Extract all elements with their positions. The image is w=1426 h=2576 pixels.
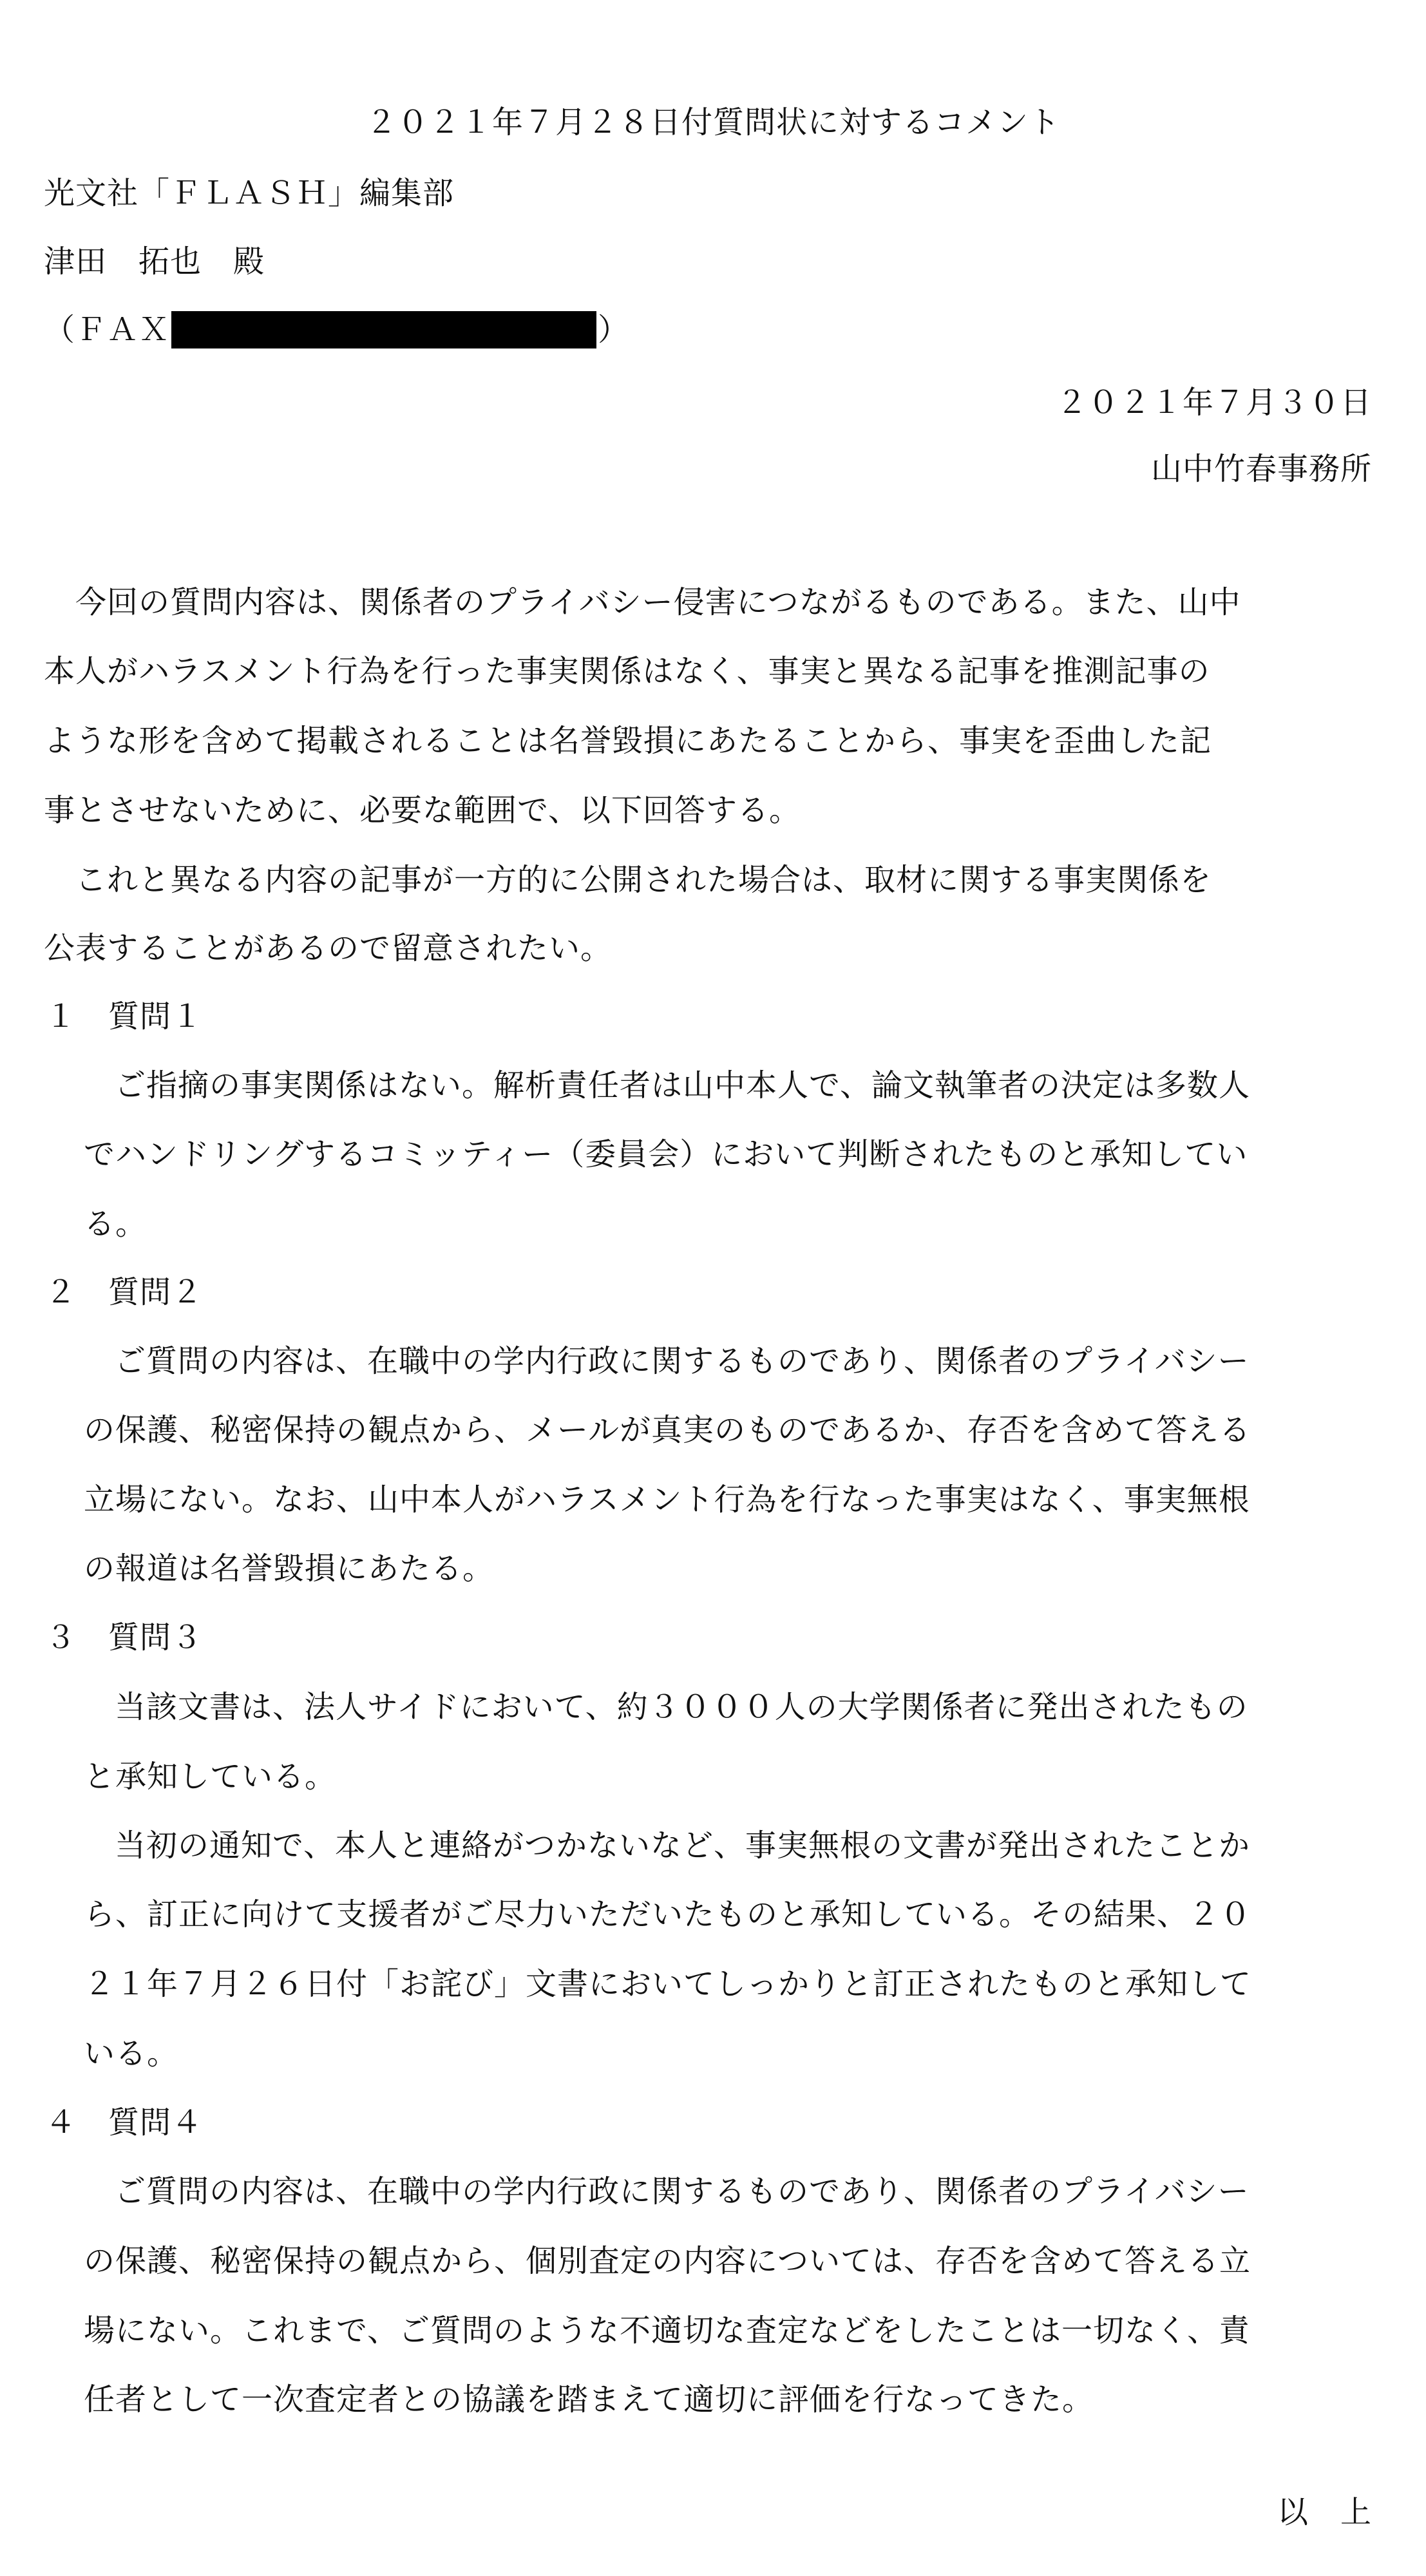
recipient-organization: 光文社「ＦＬＡＳＨ」編集部 <box>44 175 455 211</box>
answer-line: 当初の通知で、本人と連絡がつかないなど、事実無根の文書が発出されたことか <box>115 1827 1251 1864</box>
answer-line: ご質問の内容は、在職中の学内行政に関するものであり、関係者のプライバシー <box>115 2173 1250 2209</box>
answer-line: の報道は名誉毀損にあたる。 <box>84 1550 495 1587</box>
intro-line: 今回の質問内容は、関係者のプライバシー侵害につながるものである。また、山中 <box>44 584 1241 620</box>
closing-mark: 以 上 <box>1277 2494 1372 2530</box>
document-date: ２０２１年７月３０日 <box>1056 385 1372 421</box>
answer-line: の保護、秘密保持の観点から、メールが真実のものであるか、存否を含めて答える <box>84 1412 1251 1448</box>
fax-line <box>44 310 629 351</box>
recipient-name: 津田 拓也 殿 <box>44 243 265 280</box>
question-heading-3: ３ 質問３ <box>45 1619 204 1655</box>
answer-line: 立場にない。なお、山中本人がハラスメント行為を行なった事実はなく、事実無根 <box>84 1482 1250 1518</box>
answer-line: る。 <box>84 1206 147 1242</box>
answer-line: ２１年７月２６日付「お詫び」文書においてしっかりと訂正されたものと承知して <box>84 1966 1252 2002</box>
fax-label: （ＦＡＸ <box>44 312 171 348</box>
answer-line: の保護、秘密保持の観点から、個別査定の内容については、存否を含めて答える立 <box>84 2243 1251 2279</box>
redaction-bar <box>171 311 596 348</box>
intro-line: これと異なる内容の記事が一方的に公開された場合は、取材に関する事実関係を <box>44 862 1212 898</box>
intro-line: ような形を含めて掲載されることは名誉毀損にあたることから、事実を歪曲した記 <box>44 723 1212 759</box>
document-title: ２０２１年７月２８日付質問状に対するコメント <box>365 104 1060 140</box>
answer-line: ら、訂正に向けて支援者がご尽力いただいたものと承知している。その結果、２０ <box>84 1896 1252 1932</box>
intro-line: 事とさせないために、必要な範囲で、以下回答する。 <box>44 792 801 828</box>
answer-line: と承知している。 <box>84 1759 337 1795</box>
answer-line: 場にない。これまで、ご質問のような不適切な査定などをしたことは一切なく、責 <box>84 2313 1251 2349</box>
answer-line: 当該文書は、法人サイドにおいて、約３０００人の大学関係者に発出されたもの <box>115 1689 1248 1725</box>
fax-close-paren: ） <box>598 312 630 348</box>
answer-line: でハンドリングするコミッティー（委員会）において判断されたものと承知してい <box>84 1136 1248 1172</box>
answer-line: ご質問の内容は、在職中の学内行政に関するものであり、関係者のプライバシー <box>115 1343 1250 1379</box>
sender-name: 山中竹春事務所 <box>1150 451 1372 487</box>
answer-line: ご指摘の事実関係はない。解析責任者は山中本人で、論文執筆者の決定は多数人 <box>115 1067 1251 1103</box>
question-heading-4: ４ 質問４ <box>45 2104 204 2141</box>
answer-line: いる。 <box>84 2036 179 2072</box>
intro-line: 公表することがあるので留意されたい。 <box>44 930 613 966</box>
intro-line: 本人がハラスメント行為を行った事実関係はなく、事実と異なる記事を推測記事の <box>44 653 1210 689</box>
question-heading-1: １ 質問１ <box>45 998 204 1035</box>
answer-line: 任者として一次査定者との協議を踏まえて適切に評価を行なってきた。 <box>84 2381 1094 2418</box>
question-heading-2: ２ 質問２ <box>45 1274 204 1310</box>
